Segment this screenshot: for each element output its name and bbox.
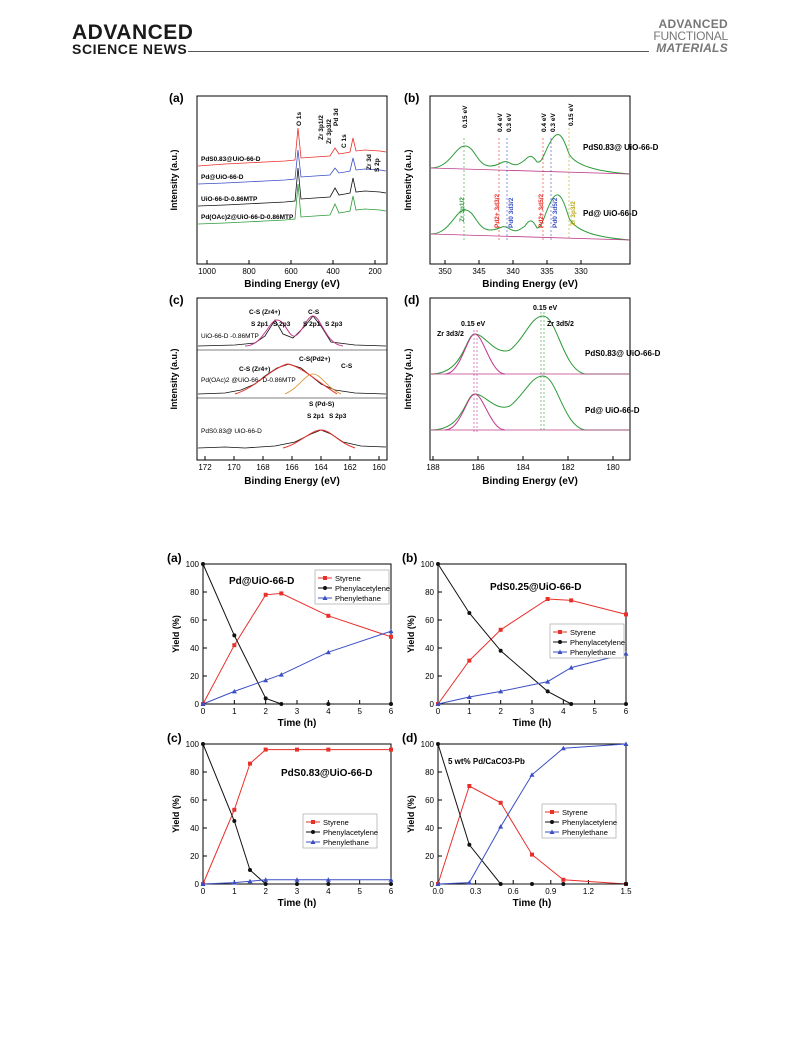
x-tick-label: 3 [529, 707, 535, 716]
xps-d-ylabel: Intensity (a.u.) [403, 348, 413, 410]
data-point-styrene [530, 853, 534, 857]
yield-panel-label: (b) [402, 551, 418, 565]
legend-marker [550, 810, 554, 814]
xps-c-sample-label: Pd(OAc)2 @UiO-66- D-0.86MTP [201, 377, 296, 384]
y-tick-label: 0 [429, 700, 434, 709]
xps-b-tick: 330 [574, 267, 588, 276]
xps-c-group-label: C-S(Pd2+) [299, 356, 331, 363]
y-tick-label: 20 [190, 672, 199, 681]
x-tick-label: 0 [200, 887, 206, 896]
x-tick-label: 2 [498, 707, 503, 716]
x-tick-label: 6 [623, 707, 629, 716]
xps-c-tick: 160 [372, 463, 386, 472]
data-point-phenylacetylene [264, 882, 268, 886]
data-point-styrene [467, 784, 471, 788]
xps-panel-d [403, 293, 661, 487]
xps-panel-a [169, 91, 387, 290]
xps-b-tick: 335 [540, 267, 554, 276]
legend-marker [550, 820, 554, 824]
legend-label: Phenylethane [570, 648, 616, 657]
data-point-phenylacetylene [232, 819, 236, 823]
x-axis-label: Time (h) [277, 898, 317, 909]
xps-a-tick: 1000 [198, 267, 216, 276]
xps-panel-b [403, 91, 659, 290]
xps-c-tick: 172 [198, 463, 212, 472]
x-tick-label: 1.2 [582, 887, 594, 896]
data-point-styrene [389, 635, 393, 639]
data-point-styrene [624, 612, 628, 616]
xps-c-group-label: S (Pd-S) [309, 401, 335, 408]
y-tick-label: 60 [190, 796, 199, 805]
y-tick-label: 40 [425, 824, 434, 833]
legend-marker [323, 576, 327, 580]
xps-c-subpeak-label: S 2p3 [273, 321, 291, 328]
data-point-phenylacetylene [499, 649, 503, 653]
y-tick-label: 40 [190, 824, 199, 833]
xps-c-group-label: C-S (Zr4+) [239, 366, 271, 373]
xps-b-fit-top [431, 135, 630, 174]
y-tick-label: 20 [190, 852, 199, 861]
y-tick-label: 100 [420, 560, 434, 569]
y-tick-label: 60 [425, 616, 434, 625]
xps-c-tick: 170 [227, 463, 241, 472]
xps-d-component-label: Zr 3d3/2 [437, 331, 464, 338]
legend-label: Phenylacetylene [335, 584, 391, 593]
xps-a-tick: 400 [326, 267, 340, 276]
legend-marker [558, 640, 562, 644]
data-point-phenylacetylene [389, 702, 393, 706]
x-tick-label: 6 [388, 887, 394, 896]
xps-b-ticks [438, 260, 588, 276]
xps-c-subpeak-label: S 2p3 [329, 413, 347, 420]
xps-d-tick: 180 [606, 463, 620, 472]
x-tick-label: 1 [232, 707, 237, 716]
legend-label: Phenylacetylene [323, 828, 379, 837]
x-tick-label: 3 [294, 707, 300, 716]
xps-b-shift-label: 0.15 eV [462, 105, 469, 128]
x-axis-label: Time (h) [512, 718, 552, 729]
yield-panel-label: (a) [167, 551, 182, 565]
xps-a-sample-label: Pd(OAc)2@UiO-66-D-0.86MTP [201, 214, 294, 221]
xps-a-ylabel: Intensity (a.u.) [169, 149, 179, 211]
xps-d-tick: 188 [426, 463, 440, 472]
brand-right-materials: MATERIALS [656, 41, 728, 55]
x-tick-label: 4 [326, 887, 331, 896]
data-point-phenylacetylene [389, 882, 393, 886]
data-point-styrene [295, 748, 299, 752]
xps-a-peak-label: S 2p [374, 158, 381, 172]
y-tick-label: 0 [194, 700, 199, 709]
xps-b-component-label: Pd2+ 3d3/2 [494, 193, 501, 228]
data-point-styrene [248, 762, 252, 766]
data-point-phenylacetylene [264, 696, 268, 700]
xps-c-subpeak-label: S 2p3 [325, 321, 343, 328]
series-line-styrene [203, 593, 391, 704]
xps-a-peak-label: Zr 3p1/2 [318, 115, 325, 140]
chart-title: PdS0.25@UiO-66-D [490, 582, 582, 593]
y-tick-label: 0 [194, 880, 199, 889]
data-point-phenylacetylene [436, 742, 440, 746]
legend-label: Styrene [570, 628, 596, 637]
xps-a-tick: 200 [368, 267, 382, 276]
xps-a-peak-label: Pd 3d [333, 108, 340, 126]
x-axis-label: Time (h) [512, 898, 552, 909]
xps-panel-c-label: (c) [169, 293, 184, 307]
y-tick-label: 80 [190, 768, 199, 777]
brand-science-news: SCIENCE NEWS [72, 41, 188, 57]
y-tick-label: 100 [185, 740, 199, 749]
xps-figure [165, 88, 661, 488]
y-axis-label: Yield (%) [171, 615, 181, 653]
y-tick-label: 100 [185, 560, 199, 569]
xps-a-ticks [198, 260, 382, 276]
data-point-styrene [499, 801, 503, 805]
xps-b-baseline-bottom [431, 234, 630, 240]
xps-d-component-label: Zr 3d5/2 [547, 321, 574, 328]
xps-c-ylabel: Intensity (a.u.) [169, 348, 179, 410]
xps-d-fit-top-pink [445, 334, 505, 374]
data-point-phenylethane [498, 824, 503, 829]
x-tick-label: 2 [263, 707, 268, 716]
data-point-phenylethane [389, 629, 394, 634]
xps-a-sample-label: Pd@UiO-66-D [201, 174, 244, 181]
data-point-phenylacetylene [232, 633, 236, 637]
data-point-phenylacetylene [201, 562, 205, 566]
data-point-phenylacetylene [248, 868, 252, 872]
legend-marker [311, 820, 315, 824]
y-tick-label: 60 [425, 796, 434, 805]
brand-right-functional: FUNCTIONAL [653, 29, 728, 43]
data-point-phenylethane [279, 672, 284, 677]
legend-label: Phenylethane [335, 594, 381, 603]
xps-c-tick: 168 [256, 463, 270, 472]
header-divider [188, 51, 649, 52]
x-tick-label: 0 [435, 707, 441, 716]
xps-d-shift-lines [474, 312, 544, 432]
data-point-phenylacetylene [467, 843, 471, 847]
y-tick-label: 60 [190, 616, 199, 625]
x-tick-label: 6 [388, 707, 394, 716]
xps-c-tick: 162 [343, 463, 357, 472]
xps-figure-svg [165, 88, 661, 488]
x-tick-label: 1.5 [620, 887, 632, 896]
yield-figure [165, 550, 635, 920]
xps-c-subpeak-label: S 2p1 [303, 321, 321, 328]
data-point-styrene [264, 748, 268, 752]
y-axis-label: Yield (%) [406, 795, 416, 833]
xps-panel-c [169, 293, 387, 487]
data-point-phenylacetylene [569, 702, 573, 706]
xps-c-subpeak-label: S 2p1 [251, 321, 269, 328]
y-tick-label: 80 [425, 588, 434, 597]
y-tick-label: 20 [425, 672, 434, 681]
data-point-styrene [561, 878, 565, 882]
legend-label: Phenylacetylene [570, 638, 626, 647]
xps-b-shift-label: 0.3 eV [506, 113, 513, 132]
xps-a-peak-label: O 1s [296, 111, 303, 126]
x-tick-label: 0 [200, 707, 206, 716]
xps-panel-b-label: (b) [404, 91, 420, 105]
chart-title: PdS0.83@UiO-66-D [281, 768, 373, 779]
xps-a-peak-label: C 1s [341, 134, 348, 148]
data-point-styrene [326, 614, 330, 618]
chart-title: Pd@UiO-66-D [229, 576, 295, 587]
x-tick-label: 4 [326, 707, 331, 716]
xps-c-group-label: C-S [308, 309, 320, 316]
xps-c-group-label: C-S [341, 363, 353, 370]
xps-b-xlabel: Binding Energy (eV) [482, 279, 578, 290]
x-tick-label: 0.0 [432, 887, 444, 896]
xps-d-fit-bottom-green [431, 376, 630, 430]
xps-c-tick: 166 [285, 463, 299, 472]
y-tick-label: 80 [190, 588, 199, 597]
xps-d-xlabel: Binding Energy (eV) [482, 476, 578, 487]
data-point-phenylacetylene [561, 882, 565, 886]
data-point-phenylacetylene [624, 702, 628, 706]
legend-marker [311, 830, 315, 834]
y-axis-label: Yield (%) [171, 795, 181, 833]
xps-panel-a-label: (a) [169, 91, 184, 105]
xps-panel-d-label: (d) [404, 293, 420, 307]
legend-label: Phenylethane [562, 828, 608, 837]
data-point-phenylacetylene [546, 689, 550, 693]
x-tick-label: 0.3 [470, 887, 482, 896]
xps-a-sample-label: PdS0.83@UiO-66-D [201, 156, 261, 163]
xps-d-shift-label: 0.15 eV [533, 305, 558, 312]
chart-title: 5 wt% Pd/CaCO3-Pb [448, 757, 525, 766]
data-point-phenylacetylene [624, 882, 628, 886]
xps-d-tick: 186 [471, 463, 485, 472]
x-tick-label: 1 [232, 887, 237, 896]
x-tick-label: 1 [467, 707, 472, 716]
x-tick-label: 2 [263, 887, 268, 896]
x-tick-label: 3 [294, 887, 300, 896]
xps-b-component-label: Pd0 3d5/2 [552, 197, 559, 228]
x-tick-label: 5 [592, 707, 597, 716]
xps-d-tick: 182 [561, 463, 575, 472]
xps-b-top-sample: PdS0.83@ UiO-66-D [583, 143, 659, 152]
xps-b-shift-label: 0.3 eV [550, 113, 557, 132]
yield-panel-label: (d) [402, 731, 418, 745]
xps-b-baseline-top [431, 168, 630, 174]
data-point-styrene [326, 748, 330, 752]
legend-label: Styrene [562, 808, 588, 817]
legend-label: Phenylacetylene [562, 818, 618, 827]
xps-d-shift-label: 0.15 eV [461, 321, 486, 328]
xps-b-shift-label: 0.15 eV [568, 103, 575, 126]
xps-d-bottom-sample: Pd@ UiO-66-D [585, 406, 640, 415]
data-point-styrene [467, 659, 471, 663]
data-point-phenylacetylene [499, 882, 503, 886]
series-line-phenylethane [438, 654, 626, 704]
xps-c-tick: 164 [314, 463, 328, 472]
x-tick-label: 4 [561, 707, 566, 716]
xps-c-sample-label: UiO-66-D -0.86MTP [201, 333, 259, 340]
data-point-phenylethane [545, 679, 550, 684]
xps-b-bottom-sample: Pd@ UiO-66-D [583, 209, 638, 218]
journal-brand-left [72, 22, 193, 56]
xps-a-peak-label: Zr 3d [366, 154, 373, 170]
xps-b-component-label: Pd2+ 3d5/2 [538, 193, 545, 228]
x-tick-label: 0.6 [507, 887, 519, 896]
xps-a-sample-label: UiO-66-D-0.86MTP [201, 196, 258, 203]
page-header [0, 0, 793, 60]
xps-a-xlabel: Binding Energy (eV) [244, 279, 340, 290]
y-tick-label: 40 [425, 644, 434, 653]
data-point-styrene [389, 748, 393, 752]
x-tick-label: 5 [357, 707, 362, 716]
data-point-styrene [264, 593, 268, 597]
data-point-phenylacetylene [326, 702, 330, 706]
xps-d-tick: 184 [516, 463, 530, 472]
xps-d-frame [430, 298, 630, 460]
xps-b-ylabel: Intensity (a.u.) [403, 149, 413, 211]
data-point-styrene [232, 643, 236, 647]
xps-a-tick: 800 [242, 267, 256, 276]
xps-c-subpeak-label: S 2p1 [307, 413, 325, 420]
brand-advanced: ADVANCED [72, 21, 194, 44]
xps-a-tick: 600 [284, 267, 298, 276]
data-point-phenylacetylene [201, 742, 205, 746]
xps-d-top-sample: PdS0.83@ UiO-66-D [585, 349, 661, 358]
xps-c-group-label: C-S (Zr4+) [249, 309, 281, 316]
data-point-styrene [279, 591, 283, 595]
xps-b-component-label: Pd0 3d3/2 [508, 197, 515, 228]
x-axis-label: Time (h) [277, 718, 317, 729]
y-tick-label: 0 [429, 880, 434, 889]
data-point-styrene [569, 598, 573, 602]
data-point-phenylacetylene [279, 702, 283, 706]
legend-marker [558, 630, 562, 634]
brand-right-advanced: ADVANCED [658, 17, 728, 31]
journal-brand-right [650, 18, 728, 54]
yield-panel-label: (c) [167, 731, 182, 745]
xps-b-tick: 345 [472, 267, 486, 276]
y-tick-label: 40 [190, 644, 199, 653]
legend-marker [323, 586, 327, 590]
data-point-styrene [232, 808, 236, 812]
data-point-styrene [499, 628, 503, 632]
xps-b-tick: 350 [438, 267, 452, 276]
x-tick-label: 5 [357, 887, 362, 896]
xps-a-peak-label: Zr 3p3/2 [326, 119, 333, 144]
data-point-phenylacetylene [295, 882, 299, 886]
xps-c-xlabel: Binding Energy (eV) [244, 476, 340, 487]
legend-label: Phenylethane [323, 838, 369, 847]
xps-c-sample-label: PdS0.83@ UiO-66-D [201, 428, 262, 435]
xps-c-fit-bottom [283, 430, 355, 448]
y-axis-label: Yield (%) [406, 615, 416, 653]
xps-b-tick: 340 [506, 267, 520, 276]
xps-c-ticks [198, 456, 386, 472]
data-point-styrene [546, 597, 550, 601]
data-point-phenylacetylene [436, 562, 440, 566]
data-point-phenylacetylene [326, 882, 330, 886]
yield-figure-svg [165, 550, 635, 920]
x-tick-label: 0.9 [545, 887, 557, 896]
xps-b-component-label: Zr 3p1/2 [459, 197, 466, 222]
y-tick-label: 20 [425, 852, 434, 861]
xps-d-fit-bottom-pink [445, 394, 505, 430]
y-tick-label: 100 [420, 740, 434, 749]
xps-b-shift-label: 0.4 eV [541, 113, 548, 132]
legend-label: Styrene [335, 574, 361, 583]
xps-c-spectrum-top [198, 316, 386, 346]
data-point-phenylacetylene [467, 611, 471, 615]
series-line-phenylethane [203, 631, 391, 704]
xps-b-shift-label: 0.4 eV [497, 113, 504, 132]
legend-label: Styrene [323, 818, 349, 827]
data-point-phenylacetylene [530, 882, 534, 886]
y-tick-label: 80 [425, 768, 434, 777]
xps-d-ticks [426, 456, 620, 472]
xps-b-component-label: Zr 3p3/2 [570, 201, 577, 226]
